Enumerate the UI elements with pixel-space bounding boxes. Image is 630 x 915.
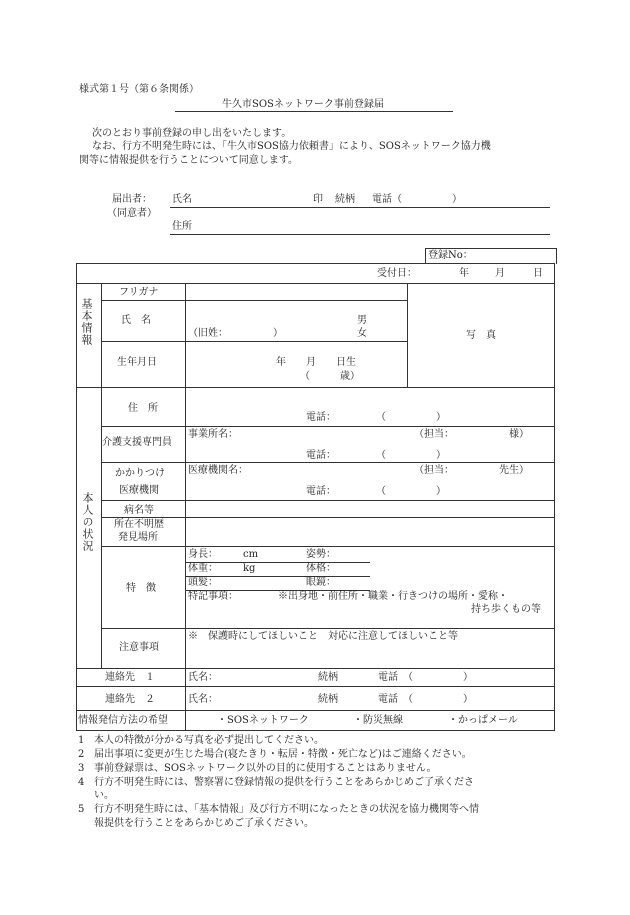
gender-male: 男: [357, 315, 367, 326]
note-4-text: 行方不明発生時には、警察署に登録情報の提供を行うことをあらかじめご了承くださ: [94, 777, 474, 788]
contact-2-label: 連絡先 ２: [105, 694, 155, 705]
title-underline: [175, 111, 453, 112]
received-date-label: 受付日：: [377, 268, 417, 279]
address-phone: 電話： （ ）: [306, 412, 446, 423]
posture-field: 姿勢：: [306, 549, 336, 560]
page-title: 牛久市SOSネットワーク事前登録届: [222, 99, 384, 110]
height-field: 身長： cm: [188, 549, 259, 560]
registration-number-label: 登録No：: [428, 250, 473, 261]
birth-date-label: 生年月日: [117, 357, 157, 368]
name-label: 氏 名: [121, 315, 151, 326]
hair-field: 頭髪：: [188, 577, 218, 588]
special-notes-hint-2: 持ち歩くもの等: [471, 604, 541, 615]
note-2-number: 2: [78, 749, 85, 760]
missing-history-label: 所在不明歴: [114, 519, 164, 530]
contact-1-label: 連絡先 １: [105, 672, 155, 683]
note-3-number: 3: [78, 763, 85, 774]
delivery-method-label: 情報発信方法の希望: [78, 715, 168, 726]
applicant-consent-label: （同意者）: [107, 208, 157, 219]
intro-line-2: なお、行方不明発生時には、「牛久市SOS協力依頼書」により、SOSネットワーク協力機: [92, 141, 491, 152]
weight-field: 体重： kg: [188, 563, 256, 574]
applicant-address-label: 住所: [172, 221, 192, 232]
disease-label: 病名等: [124, 505, 154, 516]
found-location-label: 発見場所: [118, 532, 158, 543]
doctor-staff-field: （担当： 先生）: [414, 465, 529, 476]
form-number: 様式第１号（第６条関係）: [79, 84, 199, 95]
note-5-text: 行方不明発生時には、「基本情報」及び行方不明になったときの状況を協力機関等へ情: [94, 804, 479, 815]
old-name-field: （旧姓： ）: [188, 328, 283, 339]
note-4-number: 4: [78, 777, 85, 788]
note-1-number: 1: [78, 735, 85, 746]
delivery-option-mail: ・かっぱメール: [448, 715, 518, 726]
note-4-text-cont: い。: [94, 790, 114, 801]
birth-date-fields: 年 月 日生: [276, 357, 356, 368]
note-5-text-cont: 報提供を行うことをあらかじめご了承ください。: [94, 818, 314, 829]
basic-info-section: 基本情報: [80, 298, 93, 346]
delivery-option-sos: ・SOSネットワーク: [217, 715, 309, 726]
address-label: 住 所: [128, 403, 158, 414]
notice-hint: ※ 保護時にしてほしいこと 対応に注意してほしいこと等: [188, 631, 458, 642]
applicant-relation-label: 続柄: [335, 194, 355, 205]
care-phone: 電話： （ ）: [306, 450, 446, 461]
note-1-text: 本人の特徴が分かる写真を必ず提出してください。: [94, 735, 324, 746]
care-manager-label: 介護支援専門員: [102, 437, 172, 448]
received-day: 日: [533, 268, 543, 279]
contact-1-phone: 電話 （ ）: [378, 672, 473, 683]
intro-line-1: 次のとおり事前登録の申し出をいたします。: [92, 128, 292, 139]
photo-label: 写 真: [466, 330, 496, 341]
applicant-label: 届出者：: [112, 194, 152, 205]
note-5-number: 5: [78, 804, 85, 815]
contact-1-name: 氏名：: [188, 672, 218, 683]
received-month: 月: [495, 268, 505, 279]
build-field: 体格：: [306, 563, 336, 574]
care-staff-field: （担当： 様）: [414, 429, 529, 440]
delivery-option-radio: ・防災無線: [353, 715, 403, 726]
gender-female: 女: [357, 328, 367, 339]
special-notes-hint-1: ※出身地・前住所・職業・行きつけの場所・愛称・: [278, 591, 508, 602]
contact-2-name: 氏名：: [188, 694, 218, 705]
doctor-label-line-2: 医療機関: [119, 485, 159, 496]
clinic-name-label: 医療機関名：: [188, 465, 248, 476]
contact-2-relation: 続柄: [318, 694, 338, 705]
notice-label: 注意事項: [119, 642, 159, 653]
received-year: 年: [459, 268, 469, 279]
note-3-text: 事前登録票は、SOSネットワーク以外の目的に使用することはありません。: [94, 763, 437, 774]
applicant-phone-label: 電話（ ）: [372, 194, 462, 205]
features-label: 特 徴: [126, 583, 156, 594]
intro-line-3: 関等に情報提供を行うことについて同意します。: [79, 155, 298, 166]
special-notes-label: 特記事項：: [188, 591, 238, 602]
age-field: （ 歳）: [300, 371, 360, 382]
applicant-name-label: 氏名: [172, 194, 192, 205]
contact-2-phone: 電話 （ ）: [378, 694, 473, 705]
doctor-label-line-1: かかりつけ: [115, 468, 165, 479]
care-office-label: 事業所名：: [188, 429, 238, 440]
applicant-name-line: [170, 207, 550, 208]
clinic-phone: 電話： （ ）: [306, 486, 446, 497]
glasses-field: 眼鏡：: [306, 577, 336, 588]
furigana-label: フリガナ: [119, 287, 159, 298]
note-2-text: 届出事項に変更が生じた場合(寝たきり・転居・特徴・死亡など)はご連絡ください。: [94, 749, 472, 760]
status-section: 本人の状況: [81, 492, 94, 552]
contact-1-relation: 続柄: [318, 672, 338, 683]
applicant-address-line: [170, 234, 550, 235]
applicant-seal: 印: [313, 194, 323, 205]
